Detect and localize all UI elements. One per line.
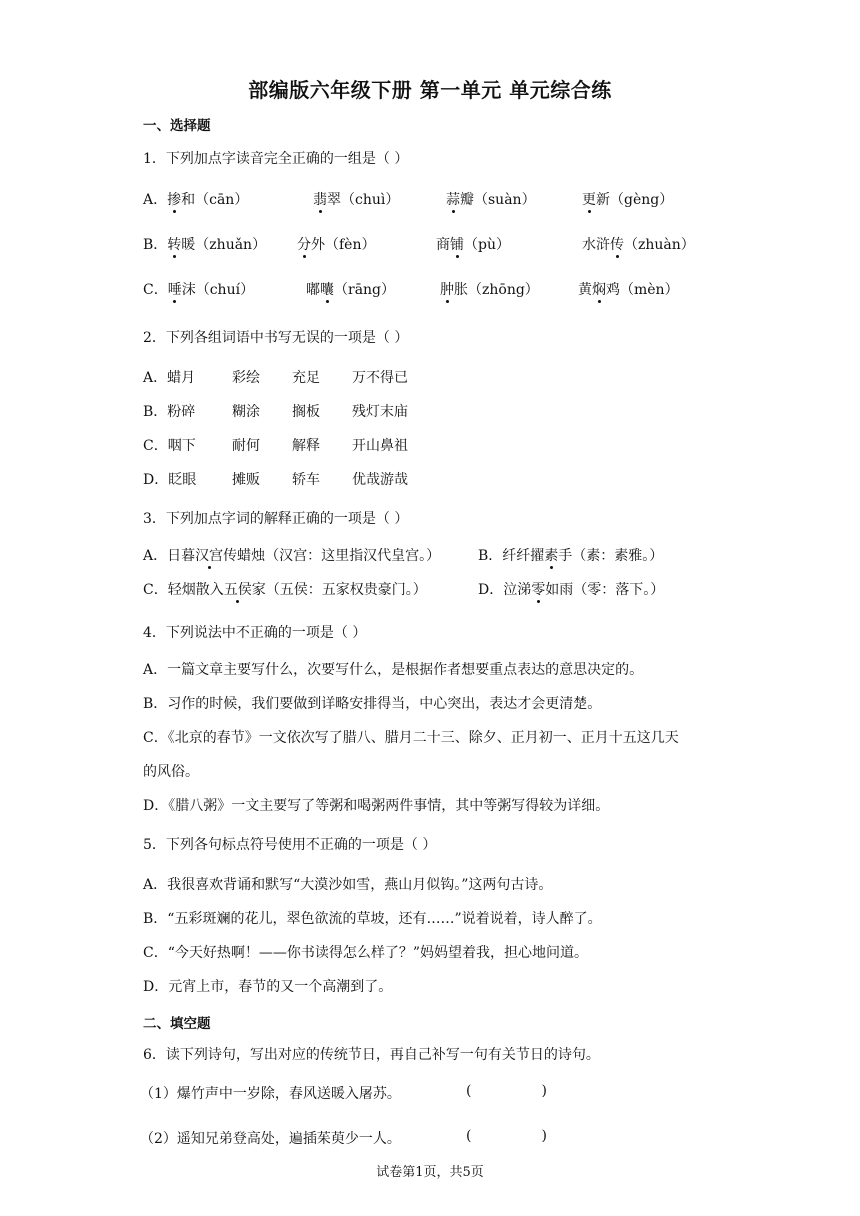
q4-option-b: B．习作的时候，我们要做到详略安排得当，中心突出，表达才会更清楚。	[143, 696, 602, 712]
q1-option-c-item-2: 嘟囔（rāng）	[306, 279, 395, 299]
q3-option-d: D．泣涕零如雨（零：落下。）	[478, 579, 664, 599]
q5-option-b: B．“五彩斑斓的花儿，翠色欲流的草坡，还有……”说着说着，诗人醉了。	[143, 911, 602, 927]
q2-option-d-word-1: D．眨眼	[143, 472, 197, 488]
q1-option-b-item-1: B．转暖（zhuǎn）	[143, 234, 266, 254]
q4-option-a: A．一篇文章主要写什么，次要写什么，是根据作者想要重点表达的意思决定的。	[143, 662, 644, 678]
section-heading-choice: 一、选择题	[143, 118, 211, 134]
q2-option-c-word-2: 耐何	[232, 438, 260, 454]
q4-option-c-line-2: 的风俗。	[143, 764, 199, 780]
q2-option-a-word-2: 彩绘	[232, 370, 260, 386]
q2-option-b-word-2: 糊涂	[232, 404, 260, 420]
question-1-stem: 1．下列加点字读音完全正确的一组是（ ）	[143, 151, 409, 167]
q2-option-a-word-4: 万不得已	[352, 370, 408, 386]
q2-option-b-word-1: B．粉碎	[143, 404, 196, 420]
q6-part-1: （1）爆竹声中一岁除，春风送暖入屠苏。	[140, 1086, 401, 1102]
question-6-stem: 6．读下列诗句，写出对应的传统节日，再自己补写一句有关节日的诗句。	[143, 1047, 600, 1063]
q2-option-d-word-2: 摊贩	[232, 472, 260, 488]
q1-option-c-item-4: 黄焖鸡（mèn）	[578, 279, 679, 299]
q2-option-b-word-3: 搁板	[292, 404, 320, 420]
q3-option-a: A．日暮汉宫传蜡烛（汉宫：这里指汉代皇宫。）	[143, 545, 440, 565]
q6-part-2: （2）遥知兄弟登高处，遍插茱萸少一人。	[140, 1131, 401, 1147]
q1-option-b-item-2: 分外（fèn）	[297, 234, 375, 254]
q3-option-b: B．纤纤擢素手（素：素雅。）	[478, 545, 663, 565]
q1-option-a-item-3: 蒜瓣（suàn）	[446, 189, 536, 209]
q2-option-c-word-4: 开山鼻祖	[352, 438, 408, 454]
question-3-stem: 3．下列加点字词的解释正确的一项是（ ）	[143, 511, 409, 527]
q1-option-c-item-3: 肿胀（zhōng）	[440, 279, 539, 299]
q3-option-c: C．轻烟散入五侯家（五侯：五家权贵豪门。）	[143, 579, 427, 599]
page-title: 部编版六年级下册 第一单元 单元综合练	[248, 78, 612, 102]
section-heading-fill-in: 二、填空题	[143, 1016, 211, 1032]
q1-option-b-item-3: 商铺（pù）	[436, 234, 510, 254]
q6-part-2-answer-blank[interactable]: ( )	[466, 1128, 547, 1144]
q2-option-d-word-4: 优哉游哉	[352, 472, 408, 488]
question-4-stem: 4．下列说法中不正确的一项是（ ）	[143, 625, 367, 641]
q1-option-a-item-4: 更新（gèng）	[582, 189, 673, 209]
q2-option-a-word-1: A．蜡月	[143, 370, 196, 386]
q4-option-d: D．《腊八粥》一文主要写了等粥和喝粥两件事情，其中等粥写得较为详细。	[143, 798, 610, 814]
q5-option-c: C．“今天好热啊！——你书读得怎么样了？”妈妈望着我，担心地问道。	[143, 945, 589, 961]
q5-option-d: D．元宵上市，春节的又一个高潮到了。	[143, 979, 393, 995]
q1-option-c-item-1: C．唾沫（chuí）	[143, 279, 254, 299]
q1-option-a-item-1: A．掺和（cān）	[143, 189, 248, 209]
question-2-stem: 2．下列各组词语中书写无误的一项是（ ）	[143, 330, 409, 346]
q4-option-c-line-1: C．《北京的春节》一文依次写了腊八、腊月二十三、除夕、正月初一、正月十五这几天	[143, 730, 679, 746]
q1-option-b-item-4: 水浒传（zhuàn）	[582, 234, 695, 254]
q5-option-a: A．我很喜欢背诵和默写“大漠沙如雪，燕山月似钩。”这两句古诗。	[143, 877, 553, 893]
question-5-stem: 5．下列各句标点符号使用不正确的一项是（ ）	[143, 837, 437, 853]
q2-option-d-word-3: 轿车	[292, 472, 320, 488]
q2-option-c-word-1: C．咽下	[143, 438, 196, 454]
q1-option-a-item-2: 翡翠（chuì）	[313, 189, 399, 209]
page-footer: 试卷第1页，共5页	[376, 1165, 484, 1180]
q6-part-1-answer-blank[interactable]: ( )	[466, 1083, 547, 1099]
q2-option-c-word-3: 解释	[292, 438, 320, 454]
q2-option-b-word-4: 残灯末庙	[352, 404, 408, 420]
q2-option-a-word-3: 充足	[292, 370, 320, 386]
